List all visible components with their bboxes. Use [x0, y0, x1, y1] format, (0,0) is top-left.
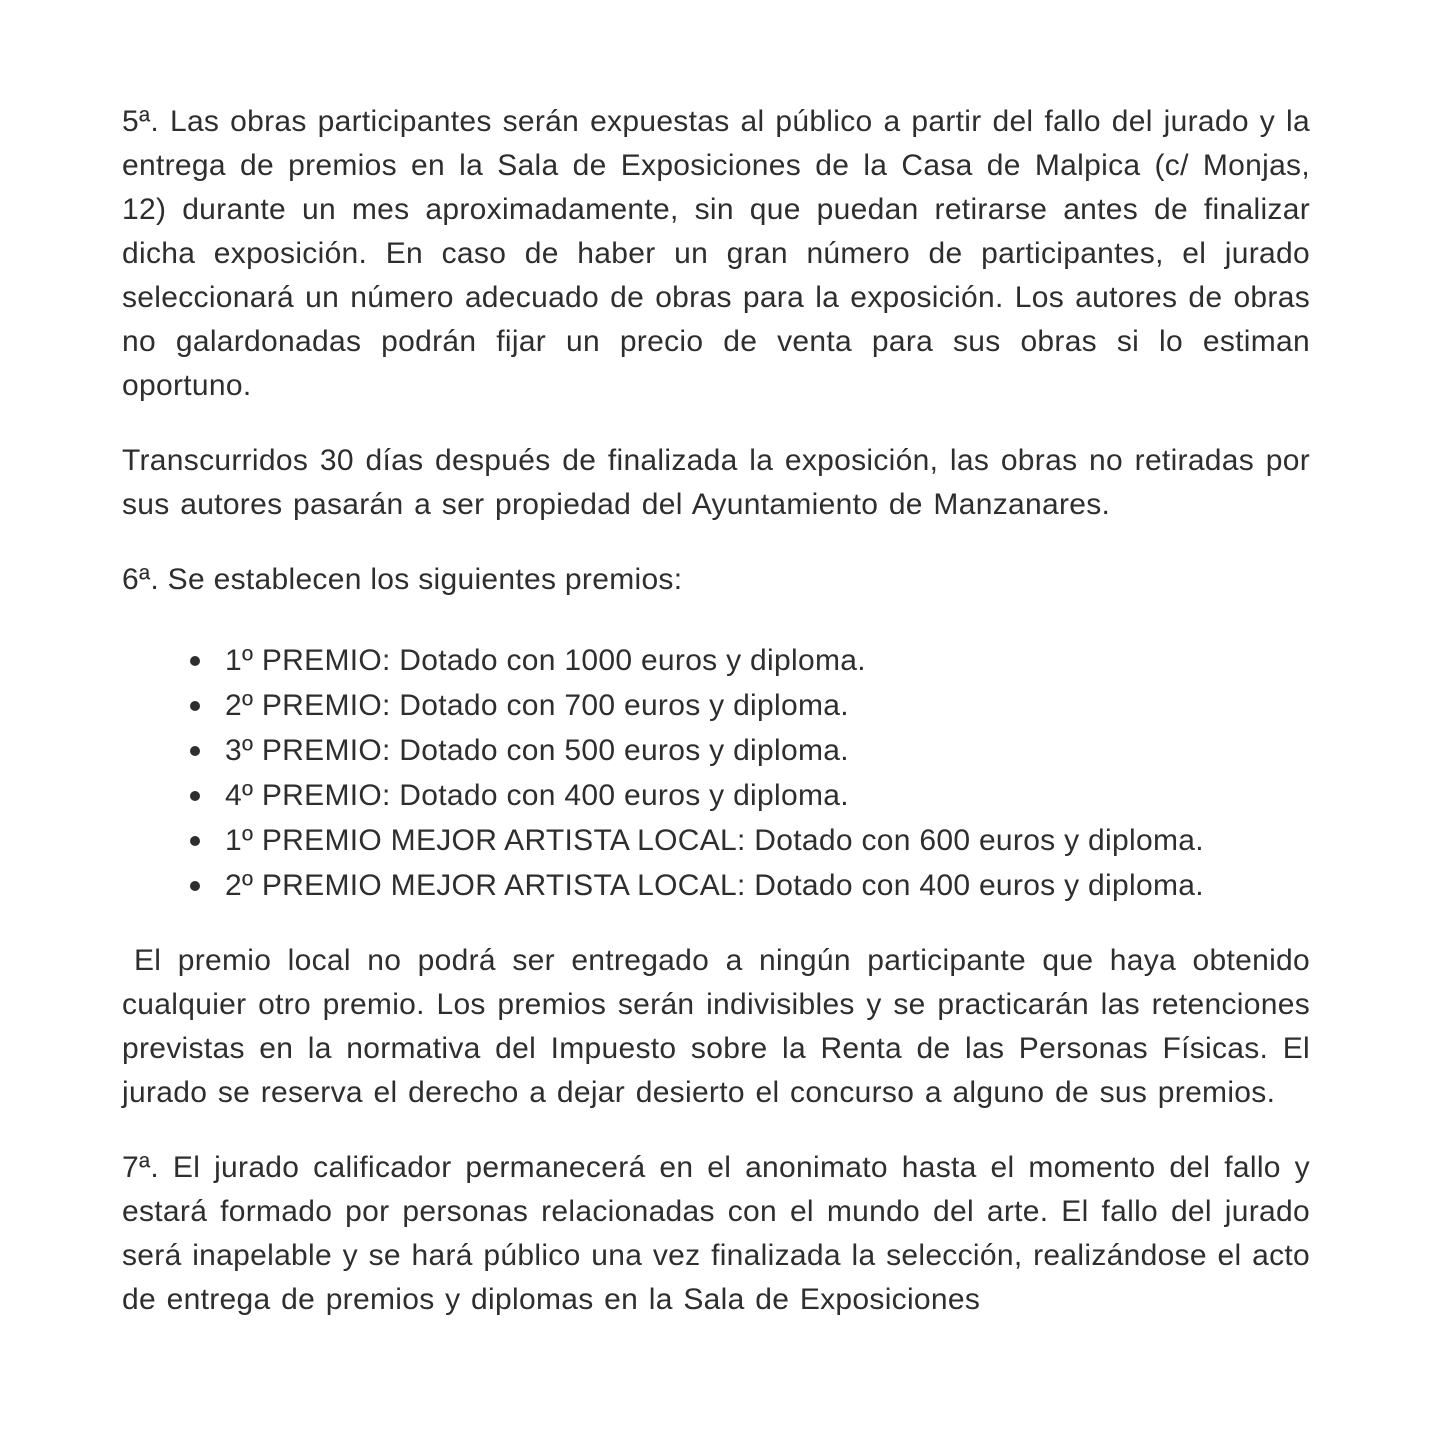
- prize-list-item-6: 2º PREMIO MEJOR ARTISTA LOCAL: Dotado con 400 euros y diploma.: [122, 863, 1310, 908]
- prize-list-item-3: 3º PREMIO: Dotado con 500 euros y diploma.: [122, 728, 1310, 773]
- prize-list-item-5: 1º PREMIO MEJOR ARTISTA LOCAL: Dotado con 600 euros y diploma.: [122, 818, 1310, 863]
- prize-conditions-paragraph: El premio local no podrá ser entregado a ningún participante que haya obtenido cualquier otro premio. Los premios serán indivisibles y se practicarán las retenciones previstas en la normativa del Impuesto sobre la Renta de las Personas Físicas. El jurado se reserva el derecho a dejar desierto el concurso a alguno de sus premios.: [122, 944, 1310, 1109]
- clause-5-paragraph: 5ª. Las obras participantes serán expuestas al público a partir del fallo del jurado y la entrega de premios en la Sala de Exposiciones de la Casa de Malpica (c/ Monjas, 12) durante un mes aproximadamente, sin que puedan retirarse antes de finalizar dicha exposición. En caso de haber un gran número de participantes, el jurado seleccionará un número adecuado de obras para la exposición. Los autores de obras no galardonadas podrán fijar un precio de venta para sus obras si lo estiman oportuno.: [122, 105, 1310, 402]
- clause-6-heading: 6ª. Se establecen los siguientes premios:: [122, 563, 683, 596]
- prize-list-item-4: 4º PREMIO: Dotado con 400 euros y diploma.: [122, 773, 1310, 818]
- clause-7-paragraph: 7ª. El jurado calificador permanecerá en el anonimato hasta el momento del fallo y estará formado por personas relacionadas con el mundo del arte. El fallo del jurado será inapelable y se hará público una vez finalizada la selección, realizándose el acto de entrega de premios y diplomas en la Sala de Exposiciones: [122, 1151, 1310, 1316]
- prize-list-item-1: 1º PREMIO: Dotado con 1000 euros y diploma.: [122, 638, 1310, 683]
- retrieval-paragraph: Transcurridos 30 días después de finalizada la exposición, las obras no retiradas por sus autores pasarán a ser propiedad del Ayuntamiento de Manzanares.: [122, 444, 1310, 521]
- prize-list: [122, 638, 1310, 908]
- prize-list-item-2: 2º PREMIO: Dotado con 700 euros y diploma.: [122, 683, 1310, 728]
- document-content: [122, 100, 1310, 1353]
